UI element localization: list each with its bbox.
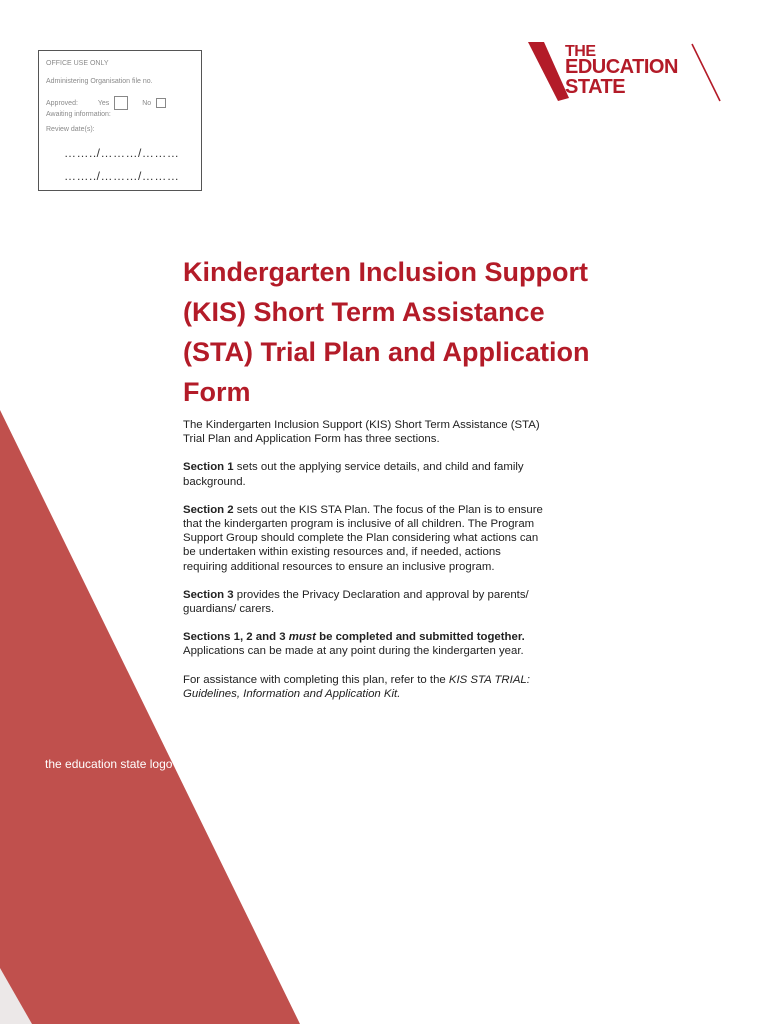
section-3-label: Section 3 [183, 588, 234, 601]
review-date-line-2: ……../………/……… [64, 169, 180, 183]
approved-label: Approved: [46, 99, 78, 107]
logo-line-state: STATE [565, 76, 626, 98]
section-1-label: Section 1 [183, 461, 234, 474]
yes-checkbox[interactable] [114, 96, 128, 110]
education-state-logo [525, 40, 725, 105]
submission-text: Applications can be made at any point during the kindergarten year. [183, 645, 524, 658]
page-title: Kindergarten Inclusion Support (KIS) Short Term Assistance (STA) Trial Plan and Application Form [183, 257, 590, 407]
logo-line-education: EDUCATION [565, 56, 678, 78]
submission-paragraph [183, 630, 548, 658]
section-1-paragraph [183, 460, 548, 488]
assistance-paragraph [183, 673, 548, 701]
awaiting-label: Awaiting information: [46, 111, 111, 118]
review-label: Review date(s): [46, 126, 95, 133]
section-2-label: Section 2 [183, 503, 234, 516]
intro-body [183, 418, 548, 715]
office-use-box [38, 50, 202, 191]
section-2-text: sets out the KIS STA Plan. The focus of the Plan is to ensure that the kindergarten program is inclusive of all children. The Program Support Group should complete the Plan considering what actions can be undertaken within existing resources and, if needed, actions requiring additional resources to ensure an inclusive program. [183, 503, 543, 573]
assistance-text: For assistance with completing this plan, refer to the [183, 673, 449, 686]
section-3-text: provides the Privacy Declaration and approval by parents/ guardians/ carers. [183, 588, 529, 616]
intro-paragraph: The Kindergarten Inclusion Support (KIS) Short Term Assistance (STA) Trial Plan and Application Form has three sections. [183, 419, 540, 446]
review-date-line-1: ……../………/……… [64, 146, 180, 160]
yes-label: Yes [97, 99, 110, 107]
section-2-paragraph [183, 503, 548, 574]
office-use-title: OFFICE USE ONLY [46, 60, 109, 67]
section-1-text: sets out the applying service details, and child and family background. [183, 461, 524, 488]
no-label: No [142, 99, 152, 107]
file-no-label: Administering Organisation file no. [46, 78, 153, 85]
submission-bold-a: Sections 1, 2 and 3 [183, 631, 289, 644]
logo-line-the: THE [565, 43, 596, 60]
section-3-paragraph [183, 588, 548, 616]
submission-bold-b: be completed and submitted together. [315, 631, 525, 644]
submission-must: must [288, 631, 316, 644]
assistance-kit-title: KIS STA TRIAL: Guidelines, Information and Application Kit. [183, 673, 530, 700]
no-checkbox[interactable] [156, 98, 166, 108]
logo-alt-text: the education state logo [45, 757, 173, 771]
approved-row [46, 96, 201, 107]
